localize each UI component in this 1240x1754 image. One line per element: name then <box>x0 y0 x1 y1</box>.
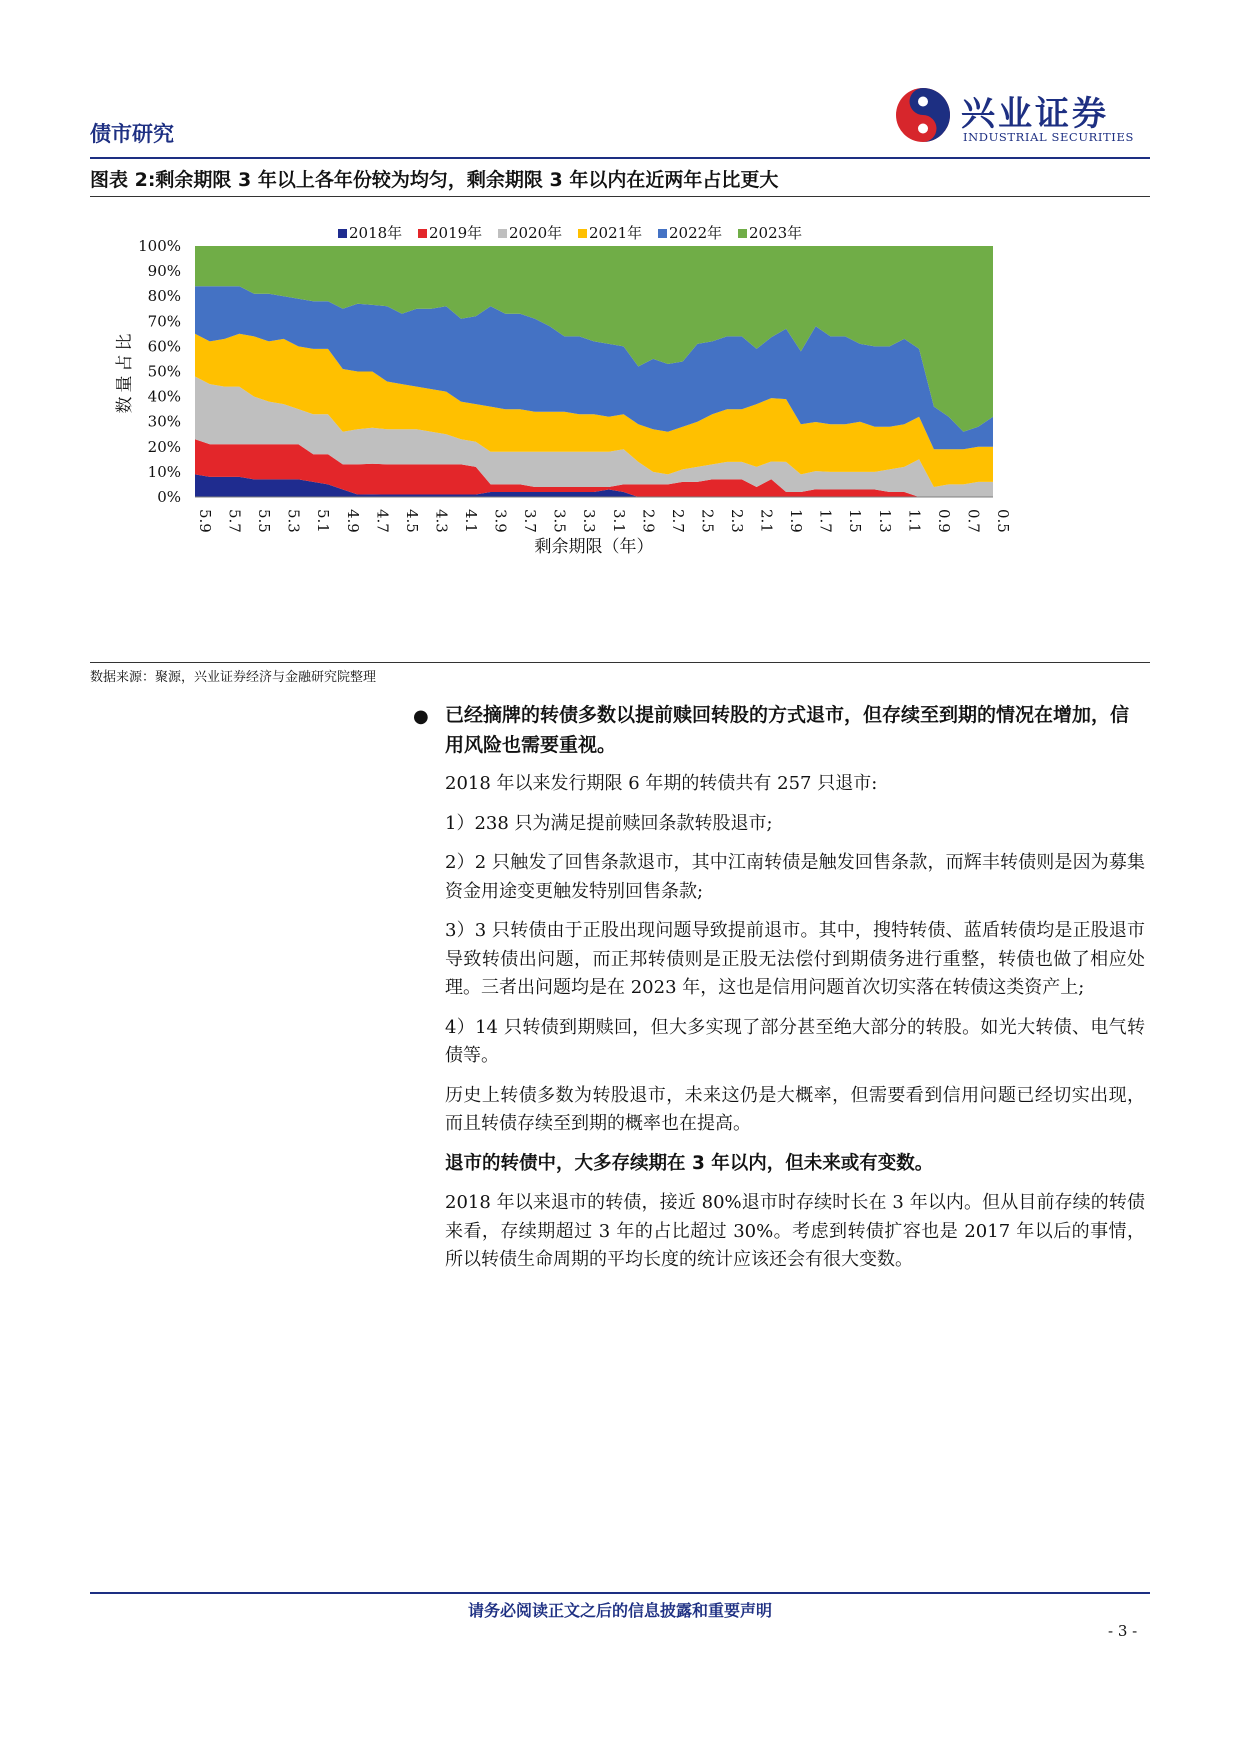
x-tick-label: 2.9 <box>639 509 658 533</box>
y-tick-label: 100% <box>138 237 181 255</box>
x-tick-label: 5.1 <box>314 509 333 533</box>
x-tick-label: 3.1 <box>609 509 628 533</box>
legend-label-2022: 2022年 <box>669 224 723 242</box>
x-tick-label: 0.5 <box>994 509 1012 533</box>
x-tick-label: 2.5 <box>698 509 717 533</box>
legend-label-2019: 2019年 <box>429 224 483 242</box>
y-tick-label: 0% <box>157 488 181 506</box>
paragraph: 4）14 只转债到期赎回，但大多实现了部分甚至绝大部分的转股。如光大转债、电气转债等。 <box>445 1016 1145 1066</box>
bullet-heading <box>413 700 1145 760</box>
legend-swatch-2022 <box>658 229 667 238</box>
y-axis-title: 数量占比 <box>115 329 135 414</box>
x-tick-label: 1.3 <box>875 509 894 533</box>
paragraph: 历史上转债多数为转股退市，未来这仍是大概率，但需要看到信用问题已经切实出现，而且转债存续至到期的概率也在提高。 <box>445 1084 1145 1134</box>
legend-label-2018: 2018年 <box>349 224 403 242</box>
x-axis-title: 剩余期限（年） <box>534 537 654 557</box>
x-tick-label: 4.3 <box>432 509 451 533</box>
legend-swatch-2020 <box>498 229 507 238</box>
paragraph: 2018 年以来发行期限 6 年期的转债共有 257 只退市: <box>445 773 878 794</box>
paragraph: 2018 年以来退市的转债，接近 80%退市时存续时长在 3 年以内。但从目前存续的转债来看，存续期超过 3 年的占比超过 30%。考虑到转债扩容也是 2017 年以后的事情，所以转债生命周期的平均长度的统计应该还会有很大变数。 <box>445 1192 1145 1270</box>
y-tick-label: 30% <box>147 412 181 431</box>
report-section-title: 债市研究 <box>90 122 174 146</box>
bullet-dot-icon: ● <box>413 706 429 727</box>
y-tick-label: 90% <box>147 262 181 281</box>
legend-swatch-2021 <box>578 229 587 238</box>
bold-subheading: 退市的转债中，大多存续期在 3 年以内，但未来或有变数。 <box>445 1152 934 1174</box>
paragraph: 1）238 只为满足提前赎回条款转股退市; <box>445 812 773 834</box>
x-tick-label: 1.7 <box>816 509 835 533</box>
stacked-area-chart <box>90 210 1150 650</box>
legend-label-2020: 2020年 <box>509 224 563 242</box>
x-tick-label: 4.1 <box>462 509 480 533</box>
y-tick-label: 80% <box>147 287 181 306</box>
x-tick-label: 4.7 <box>373 509 392 533</box>
x-tick-label: 0.7 <box>964 509 983 533</box>
figure-source: 数据来源：聚源，兴业证券经济与金融研究院整理 <box>90 670 377 685</box>
x-tick-label: 3.9 <box>491 509 510 533</box>
logo-company-name: 兴业证券 <box>961 94 1109 134</box>
body-content <box>413 700 1145 1286</box>
x-tick-label: 3.5 <box>550 509 569 533</box>
x-tick-label: 1.1 <box>905 509 924 533</box>
page-number: - 3 - <box>1108 1622 1138 1640</box>
x-tick-label: 0.9 <box>934 509 953 533</box>
x-tick-label: 1.9 <box>787 509 806 533</box>
legend-label-2023: 2023年 <box>749 224 803 242</box>
x-tick-label: 3.3 <box>580 509 599 533</box>
company-logo <box>893 86 1158 148</box>
legend-label-2021: 2021年 <box>589 224 643 242</box>
x-tick-label: 2.1 <box>757 509 776 533</box>
logo-emblem-icon <box>893 86 955 144</box>
paragraph: 2）2 只触发了回售条款退市，其中江南转债是触发回售条款，而辉丰转债则是因为募集资金用途变更触发特别回售条款; <box>445 852 1145 902</box>
bullet-heading-text: 已经摘牌的转债多数以提前赎回转股的方式退市，但存续至到期的情况在增加，信用风险也需要重视。 <box>445 704 1130 756</box>
x-tick-label: 5.5 <box>255 509 274 533</box>
figure-source-divider <box>90 662 1150 663</box>
figure-title-divider <box>90 196 1150 197</box>
y-tick-label: 70% <box>147 312 181 331</box>
x-tick-label: 2.7 <box>668 509 687 533</box>
y-tick-label: 60% <box>147 337 181 356</box>
y-tick-label: 40% <box>147 387 181 406</box>
x-tick-label: 5.7 <box>225 509 244 533</box>
legend-swatch-2019 <box>418 229 427 238</box>
stacked-area-chart-container <box>90 210 1150 650</box>
x-tick-label: 4.9 <box>343 509 362 533</box>
y-tick-label: 10% <box>147 462 181 481</box>
paragraph: 3）3 只转债由于正股出现问题导致提前退市。其中，搜特转债、蓝盾转债均是正股退市导致转债出问题，而正邦转债则是正股无法偿付到期债务进行重整，转债也做了相应处理。三者出问题均是在 2023 年，这也是信用问题首次切实落在转债这类资产上; <box>445 920 1145 998</box>
x-tick-label: 2.3 <box>728 509 746 533</box>
disclosure-notice: 请务必阅读正文之后的信息披露和重要声明 <box>467 1601 772 1620</box>
y-tick-label: 20% <box>147 437 181 456</box>
legend-swatch-2023 <box>738 229 747 238</box>
header-divider <box>90 157 1150 159</box>
logo-company-english: INDUSTRIAL SECURITIES <box>963 130 1134 144</box>
y-tick-label: 50% <box>147 362 181 381</box>
x-tick-label: 5.3 <box>284 509 303 533</box>
legend-swatch-2018 <box>338 229 347 238</box>
x-tick-label: 4.5 <box>402 509 421 533</box>
x-tick-label: 1.5 <box>846 509 865 533</box>
x-tick-label: 5.9 <box>196 509 214 533</box>
footer-divider <box>90 1592 1150 1594</box>
x-tick-label: 3.7 <box>521 509 540 533</box>
figure-title: 图表 2:剩余期限 3 年以上各年份较为均匀，剩余期限 3 年以内在近两年占比更大 <box>90 169 779 191</box>
